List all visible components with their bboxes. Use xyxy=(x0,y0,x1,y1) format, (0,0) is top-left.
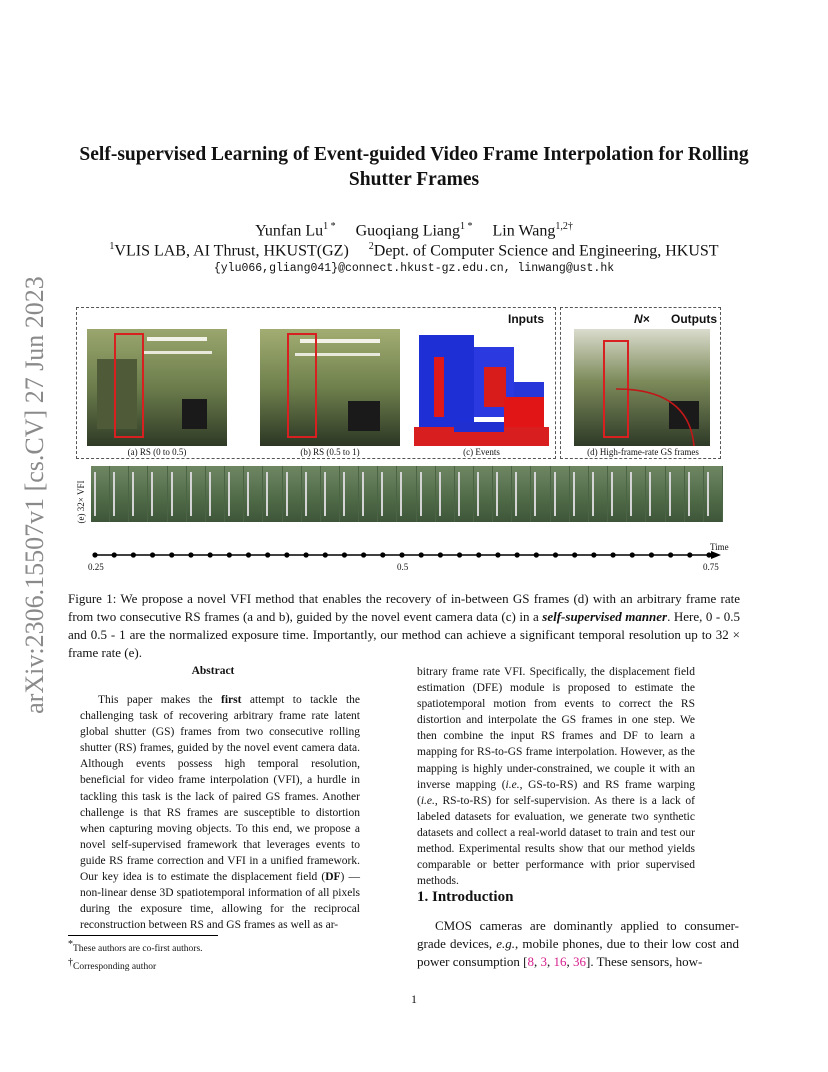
timeline-axis xyxy=(91,548,727,562)
page-number: 1 xyxy=(411,992,417,1006)
rs-frame-a-image xyxy=(87,329,227,446)
footnote xyxy=(68,956,368,974)
vfi-frame-thumbnail xyxy=(206,466,224,522)
intro-eg: e.g. xyxy=(496,936,516,951)
vfi-frame-thumbnail xyxy=(263,466,281,522)
citation-link[interactable]: 36 xyxy=(572,954,586,969)
title-line-2: Shutter Frames xyxy=(348,169,480,190)
footnote-text: Corresponding author xyxy=(73,962,157,973)
vfi-frame-thumbnail xyxy=(110,466,128,522)
rs-frame-a-graphic xyxy=(87,329,227,446)
timeline-dot xyxy=(323,552,328,557)
timeline-dot xyxy=(169,552,174,557)
vfi-frame-thumbnail xyxy=(148,466,166,522)
citation-link[interactable]: 16 xyxy=(553,954,567,969)
gs-frame-output-image xyxy=(574,329,710,446)
intro-text: , mobile phones, due to their low cost and power consumption [ xyxy=(417,936,739,969)
frame-highlight xyxy=(496,472,498,516)
timeline-dot xyxy=(630,552,635,557)
timeline-dot xyxy=(649,552,654,557)
footnote xyxy=(68,938,368,956)
timeline-dot xyxy=(495,552,500,557)
timeline-dot xyxy=(687,552,692,557)
title-line-1: Self-supervised Learning of Event-guided Video Frame Interpolation for Rolling xyxy=(79,144,749,165)
figure-caption-text: . Here, 0 - 0.5 and 0.5 - 1 are the normalized exposure time. Importantly, our method can achieve a significant temporal resolution up to 32 × frame rate (e). xyxy=(68,609,740,660)
frame-highlight xyxy=(190,472,192,516)
footnote-text: These authors are co-first authors. xyxy=(73,944,203,955)
figure-caption-text: Figure 1: We propose a novel VFI method that enables the recovery of in-between GS frames (d) with an arbitrary frame rate from two consecutive RS frames (a and b), guided by the novel event camera data (c) in a xyxy=(68,591,740,624)
vfi-frame-thumbnail xyxy=(666,466,684,522)
panel-caption-b: (b) RS (0.5 to 1) xyxy=(300,447,360,457)
vfi-frame-thumbnail xyxy=(244,466,262,522)
frame-highlight xyxy=(707,472,709,516)
timeline-dot xyxy=(92,552,97,557)
author-name: Guoqiang Liang xyxy=(355,222,461,240)
frame-highlight xyxy=(592,472,594,516)
author-sup: 1 * xyxy=(323,221,336,232)
vfi-frame-thumbnail xyxy=(302,466,320,522)
events-image xyxy=(414,327,549,446)
timeline-dot xyxy=(131,552,136,557)
vfi-frame-thumbnail xyxy=(455,466,473,522)
vfi-frame-thumbnail xyxy=(512,466,530,522)
frame-highlight xyxy=(286,472,288,516)
timeline xyxy=(91,548,727,562)
footnote-mark: * xyxy=(68,939,73,950)
nx-label: N× xyxy=(634,312,650,326)
frame-highlight xyxy=(132,472,134,516)
frame-highlight xyxy=(94,472,96,516)
timeline-dot xyxy=(246,552,251,557)
timeline-dot xyxy=(303,552,308,557)
footnote-mark: † xyxy=(68,957,73,969)
abstract-text: attempt to tackle the challenging task of recovering arbitrary frame rate latent global shutter (GS) frames from two consecutive rolling shutter (RS) frames, guided by the novel event camera data. Although events possess high temporal resolution, beneficial for video frame interpolation (VFI), a hurdle in tackling this task is the lack of paired GS frames. Another challenge is that RS frames are susceptible to distortion when capturing moving objects. To this end, we propose a novel self-supervised framework that leverages events to guide RS frame correction and VFI in a unified framework. Our key idea is to estimate the displacement field ( xyxy=(80,694,360,884)
gs-frame-output-graphic xyxy=(574,329,710,446)
timeline-dot xyxy=(553,552,558,557)
figure-caption xyxy=(68,590,740,662)
timeline-tick-label: 0.25 xyxy=(88,562,104,572)
timeline-dot xyxy=(534,552,539,557)
timeline-dot xyxy=(476,552,481,557)
frame-highlight xyxy=(305,472,307,516)
panel-caption-a: (a) RS (0 to 0.5) xyxy=(127,447,187,457)
arxiv-sidebar xyxy=(10,276,60,714)
frame-highlight xyxy=(477,472,479,516)
timeline-dot xyxy=(419,552,424,557)
vfi-frame-thumbnail xyxy=(340,466,358,522)
frame-highlight xyxy=(171,472,173,516)
timeline-dot xyxy=(208,552,213,557)
frame-highlight xyxy=(381,472,383,516)
frame-highlight xyxy=(228,472,230,516)
frame-highlight xyxy=(515,472,517,516)
vfi-frame-thumbnail xyxy=(168,466,186,522)
affiliation: VLIS LAB, AI Thrust, HKUST(GZ) xyxy=(114,242,349,260)
vfi-frame-thumbnail xyxy=(283,466,301,522)
frame-highlight xyxy=(209,472,211,516)
timeline-dot xyxy=(265,552,270,557)
vfi-frame-thumbnail xyxy=(474,466,492,522)
frame-highlight xyxy=(439,472,441,516)
abstract-text: This paper makes the xyxy=(98,694,222,706)
abstract-heading: Abstract xyxy=(191,665,235,677)
affiliation: Dept. of Computer Science and Engineering, HKUST xyxy=(373,242,719,260)
figure-caption-emphasis: self-supervised manner xyxy=(542,609,668,624)
timeline-tick-label: 0.5 xyxy=(397,562,409,572)
abstract-text: , RS-to-RS) for self-supervision. As there is a lack of labeled datasets for evaluation, we generate two synthetic datasets and collect a real-world dataset to train and test our method. Experimental results show that our method yields comparable or better performance with prior supervised methods. xyxy=(417,794,695,888)
intro-text: ]. These sensors, how- xyxy=(585,954,703,969)
arxiv-id: arXiv:2306.15507v1 [cs.CV] 27 Jun 2023 xyxy=(20,276,49,714)
paper-title xyxy=(40,142,788,192)
frame-highlight xyxy=(669,472,671,516)
rs-frame-b-image xyxy=(260,329,400,446)
frame-highlight xyxy=(113,472,115,516)
time-label: Time xyxy=(710,542,729,552)
frame-highlight xyxy=(534,472,536,516)
vfi-frame-thumbnail xyxy=(378,466,396,522)
vfi-frame-thumbnail xyxy=(608,466,626,522)
abstract-continuation xyxy=(417,664,695,889)
vfi-frame-thumbnail xyxy=(436,466,454,522)
abstract-text: , GS-to-RS) and RS frame warping ( xyxy=(417,778,695,807)
author-name: Yunfan Lu xyxy=(255,222,324,240)
vfi-strip-label-text: (e) 32× VFI xyxy=(76,480,86,524)
timeline-dot xyxy=(706,552,711,557)
vfi-frame-thumbnail xyxy=(321,466,339,522)
citation-link[interactable]: 3 xyxy=(540,954,547,969)
timeline-dot xyxy=(515,552,520,557)
timeline-tick-label: 0.75 xyxy=(703,562,719,572)
vfi-frame-thumbnail xyxy=(397,466,415,522)
timeline-dot xyxy=(591,552,596,557)
inputs-label: Inputs xyxy=(508,312,544,326)
panel-caption-c: (c) Events xyxy=(463,447,500,457)
affil-sup: 2 xyxy=(368,241,374,252)
timeline-dot xyxy=(610,552,615,557)
timeline-dot xyxy=(399,552,404,557)
vfi-frame-thumbnail xyxy=(129,466,147,522)
abstract-text: ) —non-linear dense 3D spatiotemporal information of all pixels during the exposure time, allowing for the reciprocal reconstruction between RS and GS frames as well as ar- xyxy=(80,871,360,932)
introduction-paragraph: CMOS cameras are dominantly applied to consumer-grade devices, e.g., mobile phones, due to their low cost and power consumption [8, 3, 16, 36]. These sensors, how- xyxy=(417,918,739,969)
abstract-paragraph xyxy=(80,692,360,933)
rs-frame-b-graphic xyxy=(260,329,400,446)
abstract-right-column xyxy=(417,664,695,889)
timeline-dot xyxy=(668,552,673,557)
timeline-dot xyxy=(342,552,347,557)
footnotes xyxy=(68,938,368,974)
affil-sup: 1 xyxy=(109,241,115,252)
events-graphic xyxy=(414,327,549,446)
author-emails[interactable]: {ylu066,gliang041}@connect.hkust-gz.edu.cn, linwang@ust.hk xyxy=(213,262,615,275)
abstract-text: bitrary frame rate VFI. Specifically, the displacement field estimation (DFE) module is proposed to estimate the spatiotemporal motion from events to correct the RS distortion and interpolate the GS frames in one step. We then combine the input RS frames and DF to learn a mapping for RS-to-GS frame interpolation. However, as the mapping is highly under-constrained, we couple it with an inverse mapping ( xyxy=(417,666,695,791)
vfi-frame-thumbnail xyxy=(359,466,377,522)
frame-highlight xyxy=(458,472,460,516)
intro-text: CMOS cameras are dominantly applied to consumer-grade devices, xyxy=(417,918,739,951)
abstract-ie: i.e. xyxy=(420,794,435,807)
frame-highlight xyxy=(324,472,326,516)
timeline-dot xyxy=(361,552,366,557)
author-sup: 1,2† xyxy=(555,221,573,232)
vfi-frame-thumbnail xyxy=(91,466,109,522)
abstract-left-column xyxy=(80,692,360,933)
vfi-frame-thumbnail xyxy=(225,466,243,522)
frame-highlight xyxy=(247,472,249,516)
frame-highlight xyxy=(688,472,690,516)
frame-highlight xyxy=(151,472,153,516)
frame-highlight xyxy=(630,472,632,516)
panel-caption-d: (d) High-frame-rate GS frames xyxy=(587,447,699,457)
vfi-frame-thumbnail xyxy=(704,466,722,522)
timeline-dot xyxy=(112,552,117,557)
frame-highlight xyxy=(611,472,613,516)
timeline-dot xyxy=(380,552,385,557)
abstract-emphasis: DF xyxy=(325,871,341,884)
timeline-dot xyxy=(572,552,577,557)
vfi-frame-strip xyxy=(91,466,723,522)
frame-highlight xyxy=(362,472,364,516)
timeline-dot xyxy=(284,552,289,557)
vfi-frame-thumbnail xyxy=(187,466,205,522)
frame-highlight xyxy=(343,472,345,516)
frame-highlight xyxy=(420,472,422,516)
author-name: Lin Wang xyxy=(492,222,556,240)
vfi-frame-thumbnail xyxy=(493,466,511,522)
outputs-label: Outputs xyxy=(671,312,717,326)
frame-highlight xyxy=(554,472,556,516)
vfi-frame-thumbnail xyxy=(551,466,569,522)
introduction-text xyxy=(417,917,739,971)
abstract-ie: i.e. xyxy=(505,778,520,791)
timeline-dot xyxy=(150,552,155,557)
footnote-rule xyxy=(68,935,218,936)
frame-highlight xyxy=(400,472,402,516)
timeline-dot xyxy=(227,552,232,557)
timeline-dot xyxy=(438,552,443,557)
vfi-frame-thumbnail xyxy=(589,466,607,522)
frame-highlight xyxy=(573,472,575,516)
citation-link[interactable]: 8 xyxy=(527,954,534,969)
vfi-frame-thumbnail xyxy=(685,466,703,522)
vfi-frame-thumbnail xyxy=(417,466,435,522)
abstract-emphasis: first xyxy=(221,694,242,706)
vfi-frame-thumbnail xyxy=(570,466,588,522)
vfi-frame-thumbnail xyxy=(627,466,645,522)
affiliations xyxy=(40,237,788,261)
timeline-dot xyxy=(188,552,193,557)
vfi-frame-thumbnail xyxy=(646,466,664,522)
introduction-heading: 1. Introduction xyxy=(417,889,514,905)
frame-highlight xyxy=(266,472,268,516)
vfi-strip-label xyxy=(72,464,90,540)
frame-highlight xyxy=(649,472,651,516)
timeline-dot xyxy=(457,552,462,557)
author-sup: 1 * xyxy=(460,221,473,232)
vfi-frame-thumbnail xyxy=(531,466,549,522)
